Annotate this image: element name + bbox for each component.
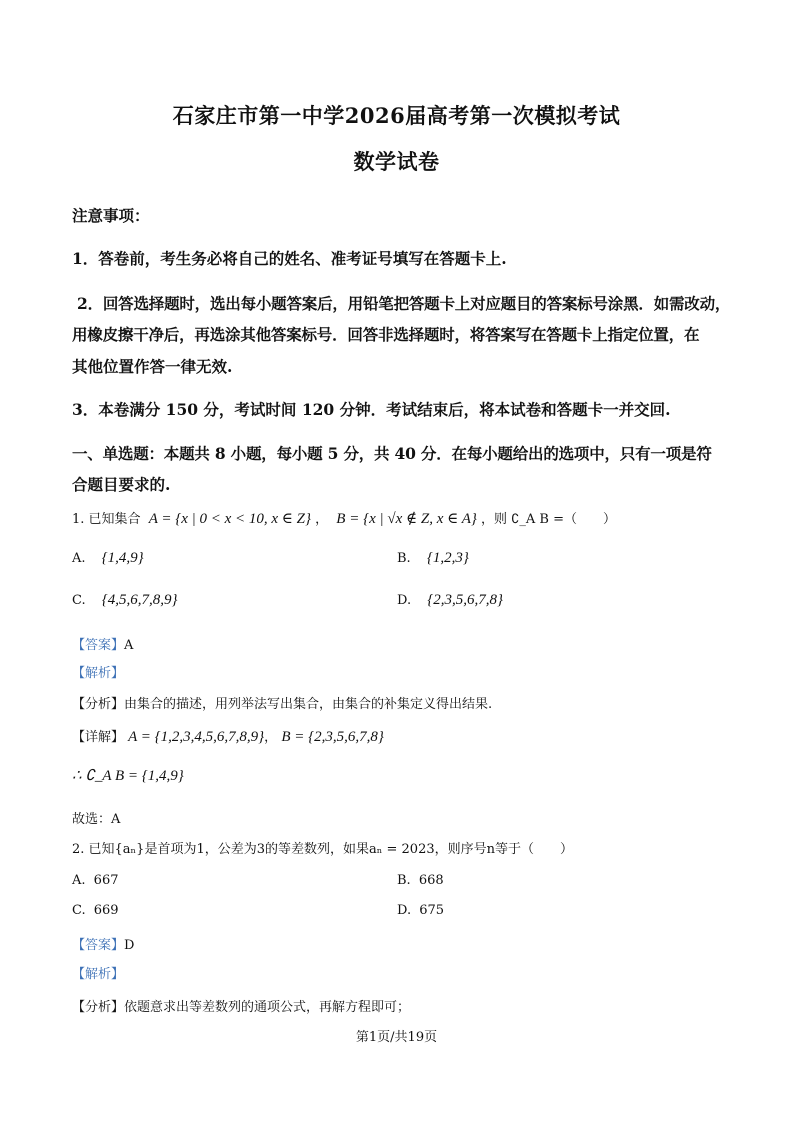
fenxi-text: 依题意求出等差数列的通项公式，再解方程即可； bbox=[124, 1000, 411, 1015]
answer-tag: 【答案】 bbox=[72, 638, 125, 653]
q1-comma: ， bbox=[315, 512, 329, 527]
notice-item-1: 1．答卷前，考生务必将自己的姓名、准考证号填写在答题卡上. bbox=[72, 249, 507, 268]
q2-option-a bbox=[72, 873, 119, 888]
notice-item-2-line-2: 用橡皮擦干净后，再选涂其他答案标号．回答非选择题时，将答案写在答题卡上指定位置，在 bbox=[72, 325, 700, 344]
q1-xiangjie bbox=[72, 726, 384, 746]
q1-choice: 故选：A bbox=[72, 812, 121, 827]
option-label: A. bbox=[72, 551, 86, 566]
notice-item-2-line-3: 其他位置作答一律无效. bbox=[72, 357, 233, 376]
option-value: 668 bbox=[418, 873, 444, 888]
option-value: 667 bbox=[93, 873, 119, 888]
answer-tag: 【答案】 bbox=[72, 938, 125, 953]
q1-fenxi bbox=[72, 693, 492, 712]
q1-prefix: 1. 已知集合 bbox=[72, 512, 141, 527]
notice-item-3: 3．本卷满分 150 分，考试时间 120 分钟．考试结束后，将本试卷和答题卡一并交回. bbox=[72, 400, 671, 419]
q2-option-d bbox=[397, 903, 444, 918]
option-value: {4,5,6,7,8,9} bbox=[101, 592, 178, 608]
option-value: {1,2,3} bbox=[426, 550, 469, 566]
q2-option-c bbox=[72, 903, 119, 918]
option-label: B. bbox=[397, 873, 411, 888]
option-value: {2,3,5,6,7,8} bbox=[427, 592, 503, 608]
section-1-line-1: 一、单选题：本题共 8 小题，每小题 5 分，共 40 分．在每小题给出的选项中，只有一项是符 bbox=[72, 444, 712, 463]
exam-subtitle: 数学试卷 bbox=[353, 149, 440, 174]
fenxi-tag: 【分析】 bbox=[72, 697, 125, 712]
option-label: D. bbox=[397, 593, 412, 608]
question-2-stem: 2. 已知{aₙ}是首项为1，公差为3的等差数列，如果aₙ = 2023，则序号n等于（ ） bbox=[72, 842, 573, 857]
q1-analysis-tag: 【解析】 bbox=[72, 666, 125, 681]
xiangjie-sep: ， bbox=[264, 730, 278, 745]
q1-set-a: A = {x | 0 < x < 10, x ∈ Z} bbox=[148, 511, 311, 527]
xiangjie-set-a: A = {1,2,3,4,5,6,7,8,9} bbox=[128, 729, 265, 745]
q2-fenxi bbox=[72, 996, 410, 1015]
fenxi-text: 由集合的描述，用列举法写出集合，由集合的补集定义得出结果. bbox=[124, 697, 493, 712]
xiangjie-tag: 【详解】 bbox=[72, 730, 125, 745]
notice-heading: 注意事项： bbox=[72, 206, 150, 225]
page-number: 第1页/共19页 bbox=[355, 1030, 438, 1045]
option-label: C. bbox=[72, 593, 86, 608]
q1-option-a bbox=[72, 550, 144, 567]
q1-option-c bbox=[72, 592, 178, 609]
q1-answer bbox=[72, 634, 133, 653]
q1-option-d bbox=[397, 592, 503, 609]
option-label: A. bbox=[72, 873, 86, 888]
option-label: B. bbox=[397, 551, 411, 566]
question-1-stem bbox=[72, 508, 616, 528]
notice-item-2-line-1: 2．回答选择题时，选出每小题答案后，用铅笔把答题卡上对应题目的答案标号涂黑．如需改动， bbox=[77, 294, 731, 313]
option-label: D. bbox=[397, 903, 412, 918]
q1-set-b: B = {x | √x ∉ Z, x ∈ A} bbox=[336, 511, 477, 527]
q2-option-b bbox=[397, 873, 444, 888]
option-value: {1,4,9} bbox=[101, 550, 144, 566]
q2-answer bbox=[72, 934, 134, 953]
option-value: 669 bbox=[93, 903, 119, 918]
q1-suffix: ，则 ∁_A B =（ ） bbox=[481, 512, 617, 527]
fenxi-tag: 【分析】 bbox=[72, 1000, 125, 1015]
answer-value: D bbox=[124, 938, 135, 953]
q1-option-b bbox=[397, 550, 469, 567]
answer-value: A bbox=[124, 638, 134, 653]
option-value: 675 bbox=[419, 903, 445, 918]
q2-analysis-tag: 【解析】 bbox=[72, 967, 125, 982]
exam-title: 石家庄市第一中学2026届高考第一次模拟考试 bbox=[172, 103, 621, 128]
q1-therefore: ∴ ∁_A B = {1,4,9} bbox=[72, 768, 184, 784]
section-1-line-2: 合题目要求的. bbox=[72, 475, 171, 494]
xiangjie-set-b: B = {2,3,5,6,7,8} bbox=[281, 729, 384, 745]
option-label: C. bbox=[72, 903, 86, 918]
